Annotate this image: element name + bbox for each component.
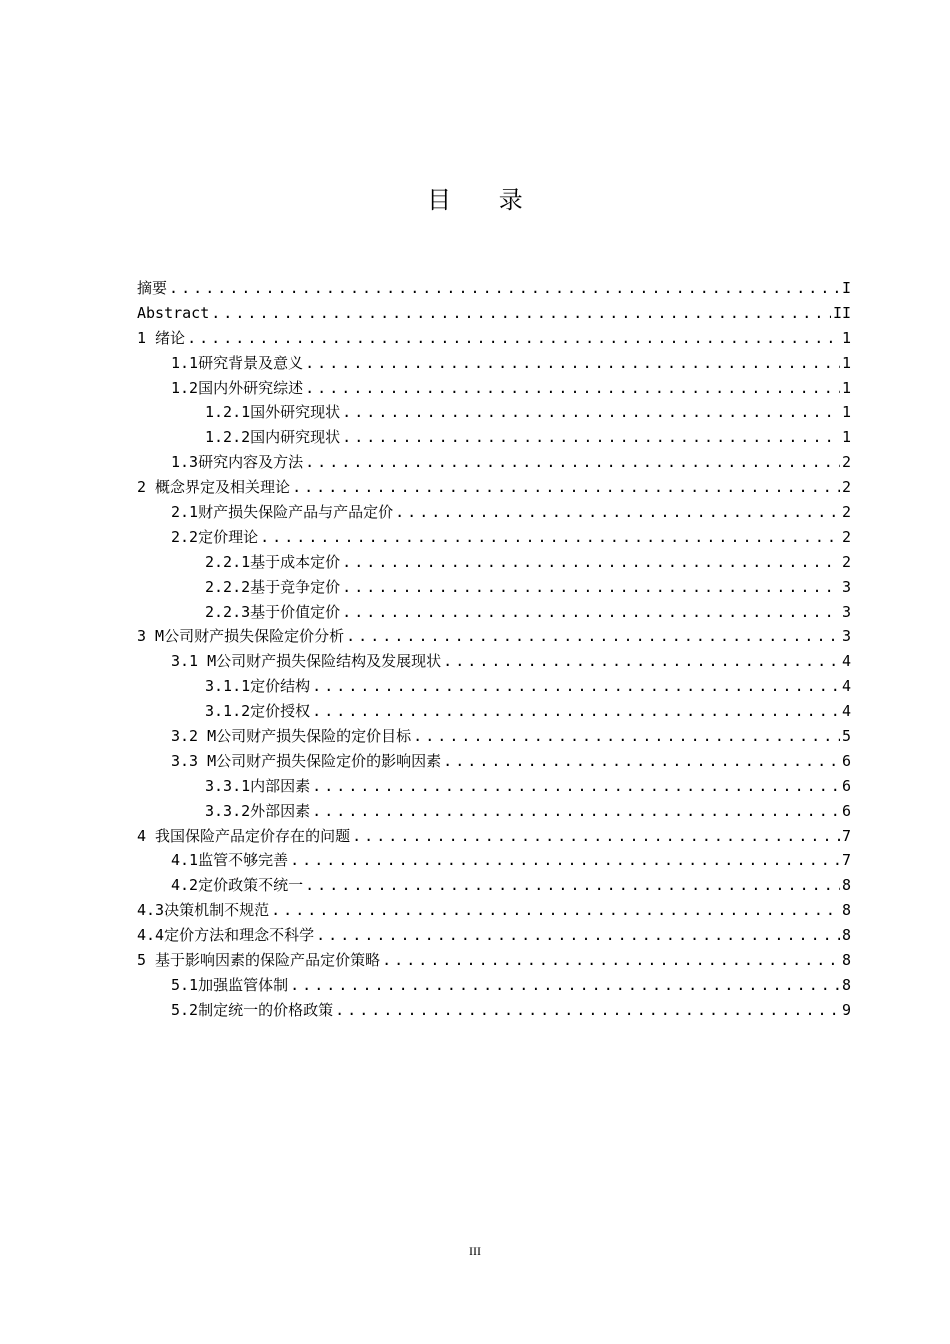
toc-entry-label: 4.4定价方法和理念不科学: [137, 926, 315, 945]
toc-dot-leader: [211, 301, 831, 326]
toc-entry-label: 1.1研究背景及意义: [171, 353, 304, 372]
toc-entry-page: 4: [841, 652, 851, 671]
toc-entry-label: 4 我国保险产品定价存在的问题: [137, 826, 351, 845]
toc-entry-label: 1 绪论: [137, 328, 186, 347]
toc-entry[interactable]: [137, 774, 851, 799]
toc-entry-label: 3.3 M公司财产损失保险定价的影响因素: [171, 751, 442, 770]
toc-dot-leader: [187, 326, 840, 351]
toc-entry[interactable]: [137, 749, 851, 774]
toc-dot-leader: [290, 973, 840, 998]
toc-entry-page: 6: [841, 751, 851, 770]
toc-dot-leader: [292, 475, 840, 500]
toc-entry[interactable]: [137, 301, 851, 326]
toc-dot-leader: [342, 600, 840, 625]
toc-dot-leader: [169, 276, 840, 301]
toc-entry[interactable]: [137, 948, 851, 973]
toc-entry-page: I: [841, 279, 851, 297]
toc-entry-label: 4.2定价政策不统一: [171, 876, 304, 895]
toc-dot-leader: [395, 500, 840, 525]
toc-dot-leader: [305, 873, 840, 898]
page-title: 目 录: [427, 186, 543, 214]
toc-entry[interactable]: [137, 525, 851, 550]
toc-entry-page: 1: [841, 403, 851, 422]
toc-dot-leader: [335, 998, 840, 1023]
toc-entry-label: 3.3.1内部因素: [205, 776, 311, 795]
toc-entry-page: 1: [841, 378, 851, 397]
toc-entry-label: 3 M公司财产损失保险定价分析: [137, 627, 345, 646]
toc-entry[interactable]: [137, 923, 851, 948]
toc-entry[interactable]: [137, 724, 851, 749]
toc-entry-page: 8: [841, 876, 851, 895]
toc-entry-page: 6: [841, 776, 851, 795]
toc-dot-leader: [342, 550, 840, 575]
toc-dot-leader: [346, 624, 840, 649]
toc-entry[interactable]: [137, 824, 851, 849]
toc-dot-leader: [316, 923, 840, 948]
toc-entry-page: 9: [841, 1000, 851, 1019]
toc-entry-label: Abstract: [137, 303, 210, 322]
toc-entry-page: 3: [841, 627, 851, 646]
toc-entry-page: 8: [841, 975, 851, 994]
toc-entry[interactable]: [137, 973, 851, 998]
table-of-contents: [137, 276, 851, 1023]
toc-entry-label: 2.2定价理论: [171, 527, 259, 546]
toc-entry[interactable]: [137, 674, 851, 699]
toc-entry-label: 2 概念界定及相关理论: [137, 478, 291, 497]
toc-entry-page: 3: [841, 577, 851, 596]
toc-dot-leader: [443, 749, 840, 774]
toc-dot-leader: [342, 575, 840, 600]
toc-entry-page: 2: [841, 552, 851, 571]
toc-dot-leader: [342, 425, 840, 450]
toc-entry[interactable]: [137, 998, 851, 1023]
toc-dot-leader: [312, 799, 840, 824]
toc-entry[interactable]: [137, 400, 851, 425]
toc-entry[interactable]: [137, 898, 851, 923]
toc-entry-page: 7: [841, 851, 851, 870]
toc-dot-leader: [312, 674, 840, 699]
toc-entry-page: 8: [841, 926, 851, 945]
toc-entry-label: 3.1.2定价授权: [205, 702, 311, 721]
toc-entry-page: 4: [841, 702, 851, 721]
toc-dot-leader: [290, 848, 840, 873]
toc-entry[interactable]: [137, 600, 851, 625]
toc-dot-leader: [312, 774, 840, 799]
toc-entry-page: 2: [841, 453, 851, 472]
toc-entry-label: 2.2.1基于成本定价: [205, 552, 341, 571]
toc-entry-page: 1: [841, 428, 851, 447]
toc-entry-label: 3.2 M公司财产损失保险的定价目标: [171, 727, 412, 746]
toc-dot-leader: [352, 824, 840, 849]
toc-entry[interactable]: [137, 550, 851, 575]
toc-entry[interactable]: [137, 624, 851, 649]
toc-entry-page: 1: [841, 353, 851, 372]
toc-entry-label: 4.3决策机制不规范: [137, 901, 270, 920]
toc-entry-label: 4.1监管不够完善: [171, 851, 289, 870]
toc-entry[interactable]: [137, 799, 851, 824]
toc-entry[interactable]: [137, 276, 851, 301]
toc-entry-label: 2.2.2基于竞争定价: [205, 577, 341, 596]
toc-entry[interactable]: [137, 500, 851, 525]
toc-entry-label: 5.1加强监管体制: [171, 975, 289, 994]
toc-entry[interactable]: [137, 649, 851, 674]
toc-entry-label: 1.3研究内容及方法: [171, 453, 304, 472]
toc-entry-page: 8: [841, 901, 851, 920]
toc-dot-leader: [312, 699, 840, 724]
toc-dot-leader: [382, 948, 840, 973]
toc-entry-page: 2: [841, 503, 851, 522]
toc-entry[interactable]: [137, 575, 851, 600]
toc-dot-leader: [443, 649, 840, 674]
toc-entry[interactable]: [137, 848, 851, 873]
toc-entry[interactable]: [137, 376, 851, 401]
toc-entry-label: 1.2国内外研究综述: [171, 378, 304, 397]
toc-dot-leader: [305, 450, 840, 475]
toc-entry[interactable]: [137, 699, 851, 724]
toc-entry-page: II: [832, 303, 851, 322]
toc-entry[interactable]: [137, 351, 851, 376]
toc-entry-label: 5.2制定统一的价格政策: [171, 1000, 334, 1019]
footer-page-number: III: [469, 1244, 481, 1258]
toc-dot-leader: [305, 351, 840, 376]
toc-entry-label: 2.1财产损失保险产品与产品定价: [171, 503, 394, 522]
toc-entry-label: 3.3.2外部因素: [205, 801, 311, 820]
toc-entry-label: 3.1 M公司财产损失保险结构及发展现状: [171, 652, 442, 671]
toc-entry-page: 3: [841, 602, 851, 621]
toc-dot-leader: [260, 525, 840, 550]
toc-entry-page: 8: [841, 951, 851, 970]
toc-entry-page: 5: [841, 727, 851, 746]
toc-entry[interactable]: [137, 326, 851, 351]
toc-entry[interactable]: [137, 450, 851, 475]
toc-entry[interactable]: [137, 475, 851, 500]
toc-dot-leader: [413, 724, 840, 749]
toc-entry[interactable]: [137, 425, 851, 450]
toc-entry-label: 1.2.1国外研究现状: [205, 403, 341, 422]
toc-entry-label: 3.1.1定价结构: [205, 677, 311, 696]
toc-entry-page: 6: [841, 801, 851, 820]
toc-entry-page: 2: [841, 478, 851, 497]
toc-entry-page: 7: [841, 826, 851, 845]
toc-dot-leader: [342, 400, 840, 425]
toc-dot-leader: [305, 376, 840, 401]
toc-entry-page: 2: [841, 527, 851, 546]
toc-dot-leader: [271, 898, 840, 923]
toc-entry[interactable]: [137, 873, 851, 898]
toc-entry-page: 4: [841, 677, 851, 696]
toc-entry-label: 1.2.2国内研究现状: [205, 428, 341, 447]
toc-entry-label: 摘要: [137, 279, 168, 297]
toc-entry-label: 5 基于影响因素的保险产品定价策略: [137, 951, 381, 970]
toc-entry-page: 1: [841, 328, 851, 347]
toc-entry-label: 2.2.3基于价值定价: [205, 602, 341, 621]
